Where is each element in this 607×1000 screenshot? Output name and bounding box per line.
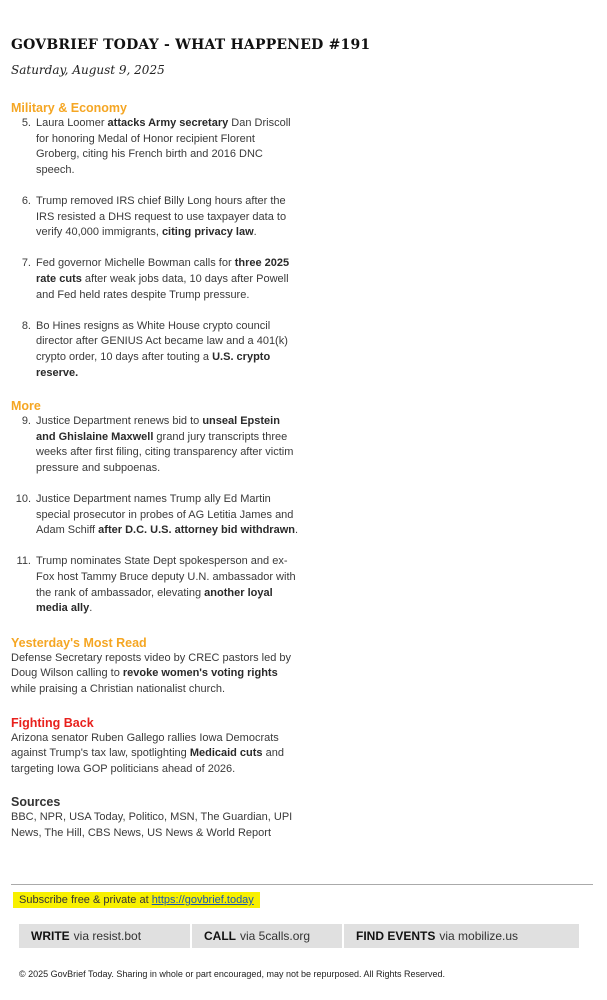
find-events-label: FIND EVENTS	[356, 929, 436, 943]
list-item	[11, 194, 301, 241]
paragraph-text: while praising a Christian nationalist church.	[11, 683, 225, 695]
subscribe-banner	[13, 892, 260, 908]
issue-date: Saturday, August 9, 2025	[11, 63, 165, 77]
military-economy-list	[11, 116, 301, 381]
item-text: .	[294, 524, 299, 537]
list-item	[11, 414, 301, 476]
copyright-footer: © 2025 GovBrief Today. Sharing in whole or part encouraged, may not be repurposed. All Rights Reserved.	[19, 969, 446, 979]
list-item	[11, 256, 301, 303]
find-events-via: via mobilize.us	[439, 929, 519, 943]
fighting-back-paragraph	[11, 731, 301, 778]
write-action-button[interactable]	[19, 924, 190, 948]
action-bar	[19, 924, 579, 948]
footer-divider	[11, 884, 593, 885]
item-number: 8.	[21, 319, 31, 332]
paragraph-text: Arizona senator Ruben Gallego rallies Iowa Democrats against Trump's tax law, spotlighting	[11, 731, 279, 760]
list-item	[11, 319, 301, 381]
section-heading-fighting-back: Fighting Back	[11, 715, 94, 730]
item-bold-link[interactable]: attacks Army secretary	[107, 117, 229, 129]
sources-list: BBC, NPR, USA Today, Politico, MSN, The Guardian, UPI News, The Hill, CBS News, US News & World Report	[11, 811, 293, 839]
paragraph-text: Defense Secretary reposts video by CREC pastors led by Doug Wilson calling to	[11, 651, 292, 680]
item-text: Justice Department names Trump ally Ed Martin special prosecutor in probes of AG Letitia James and Adam Schiff	[36, 493, 294, 537]
call-action-button[interactable]	[192, 924, 342, 948]
item-bold-link[interactable]: after D.C. U.S. attorney bid withdrawn	[98, 524, 295, 537]
find-events-action-button[interactable]	[344, 924, 579, 948]
subscribe-link[interactable]: https://govbrief.today	[151, 894, 254, 906]
more-list	[11, 414, 301, 617]
item-text: .	[89, 602, 93, 615]
paragraph-bold-link[interactable]: Medicaid cuts	[189, 747, 263, 760]
item-text: Trump nominates State Dept spokesperson and ex-Fox host Tammy Bruce deputy U.N. ambassador with the rank of ambassador, elevating	[36, 555, 296, 599]
most-read-paragraph	[11, 651, 301, 698]
list-item	[11, 554, 301, 616]
section-heading-most-read: Yesterday's Most Read	[11, 635, 147, 650]
item-number: 5.	[21, 117, 31, 129]
item-bold-link[interactable]: three 2025 rate cuts	[36, 257, 290, 285]
item-text: .	[253, 226, 257, 239]
section-heading-military-economy: Military & Economy	[11, 101, 127, 115]
list-item	[11, 116, 301, 178]
item-text: Laura Loomer	[36, 117, 108, 129]
write-via: via resist.bot	[73, 929, 142, 943]
newsletter-content	[11, 36, 371, 842]
item-text: Dan Driscoll for honoring Medal of Honor recipient Florent Groberg, citing his French birth and 2016 DNC speech.	[36, 117, 291, 176]
call-label: CALL	[204, 929, 236, 943]
item-number: 10.	[15, 493, 31, 506]
paragraph-bold-link[interactable]: revoke women's voting rights	[122, 667, 278, 680]
item-text: Trump removed IRS chief Billy Long hours after the IRS resisted a DHS request to use taxpayer data to verify 40,000 immigrants,	[36, 194, 287, 239]
page-title: GOVBRIEF TODAY - WHAT HAPPENED #191	[11, 37, 371, 53]
item-bold-link[interactable]: unseal Epstein and Ghislaine Maxwell	[36, 415, 280, 443]
subscribe-text: Subscribe free & private at	[19, 894, 152, 906]
item-number: 7.	[21, 257, 31, 270]
list-item	[11, 492, 301, 539]
item-number: 11.	[16, 555, 31, 568]
paragraph-text: and targeting Iowa GOP politicians ahead of 2026.	[11, 747, 284, 775]
call-via: via 5calls.org	[240, 929, 311, 943]
item-number: 6.	[21, 194, 31, 207]
item-text: Fed governor Michelle Bowman calls for	[36, 257, 235, 270]
section-heading-sources: Sources	[11, 795, 61, 810]
item-text: Bo Hines resigns as White House crypto council director after GENIUS Act became law and a 401(k) crypto order, 10 days after touting a	[36, 319, 288, 363]
item-text: Justice Department renews bid to	[36, 415, 203, 428]
item-text: grand jury transcripts three weeks after first filing, citing transparency after victim pressure and subpoenas.	[36, 430, 294, 474]
item-bold-link[interactable]: U.S. crypto reserve.	[36, 350, 271, 379]
section-heading-more: More	[11, 399, 41, 414]
item-bold-link[interactable]: another loyal media ally	[36, 586, 273, 615]
write-label: WRITE	[31, 929, 70, 943]
item-text: after weak jobs data, 10 days after Powell and Fed held rates despite Trump pressure.	[36, 272, 289, 301]
item-bold-link[interactable]: citing privacy law	[161, 226, 254, 239]
item-number: 9.	[21, 415, 31, 428]
